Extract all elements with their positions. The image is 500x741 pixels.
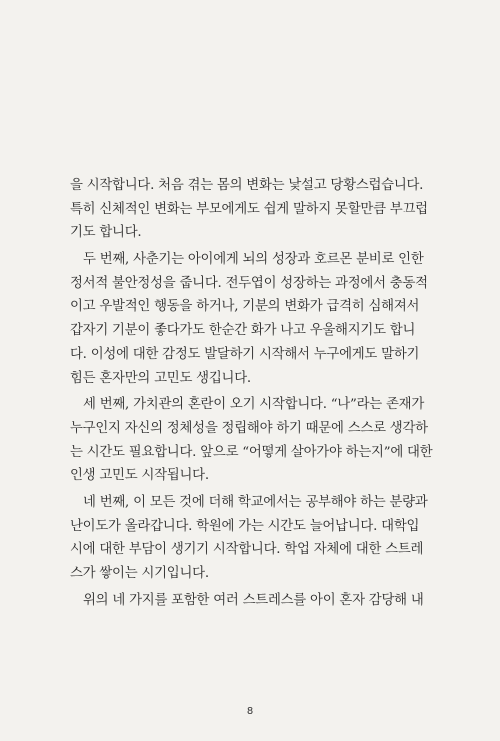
paragraph-first-line: 두 번째, 사춘기는 아이에게 뇌의 성장과 호르몬 분비로 인한	[83, 252, 424, 268]
text-line: 다. 이성에 대한 감정도 발달하기 시작해서 누구에게도 말하기	[70, 346, 420, 362]
text-line: 이고 우발적인 행동을 하거나, 기분의 변화가 급격히 심해져서	[70, 299, 420, 315]
text-line: 시에 대한 부담이 생기기 시작합니다. 학업 자체에 대한 스트레	[70, 542, 424, 558]
paragraph-first-line: 위의 네 가지를 포함한 여러 스트레스를 아이 혼자 감당해 내	[83, 592, 424, 608]
text-line: 갑자기 기분이 좋다가도 한순간 화가 나고 우울해지기도 합니	[70, 323, 416, 339]
text-line: 기도 합니다.	[70, 225, 142, 241]
text-line: 을 시작합니다. 처음 겪는 몸의 변화는 낯설고 당황스럽습니다.	[70, 178, 424, 193]
text-line: 는 시간도 필요합니다. 앞으로 “어떻게 살아가야 하는지”에 대한	[70, 444, 433, 460]
text-line: 특히 신체적인 변화는 부모에게도 쉽게 말하지 못할만큼 부끄럽	[70, 201, 428, 217]
text-line: 스가 쌓이는 시기입니다.	[70, 566, 209, 581]
paragraph-first-line: 세 번째, 가치관의 혼란이 오기 시작합니다. “나”라는 존재가	[83, 397, 425, 413]
paragraph-first-line: 네 번째, 이 모든 것에 더해 학교에서는 공부해야 하는 분량과	[83, 494, 428, 510]
text-line: 인생 고민도 시작됩니다.	[70, 468, 209, 484]
body-text	[70, 174, 433, 612]
text-line: 누구인지 자신의 정체성을 정립해야 하기 때문에 스스로 생각하	[70, 420, 428, 436]
text-line: 난이도가 올라갑니다. 학원에 가는 시간도 늘어납니다. 대학입	[70, 518, 420, 534]
text-line: 정서적 불안정성을 줍니다. 전두엽이 성장하는 과정에서 충동적	[70, 275, 428, 291]
page-number: 8	[246, 706, 254, 717]
text-line: 힘든 혼자만의 고민도 생깁니다.	[70, 370, 251, 386]
